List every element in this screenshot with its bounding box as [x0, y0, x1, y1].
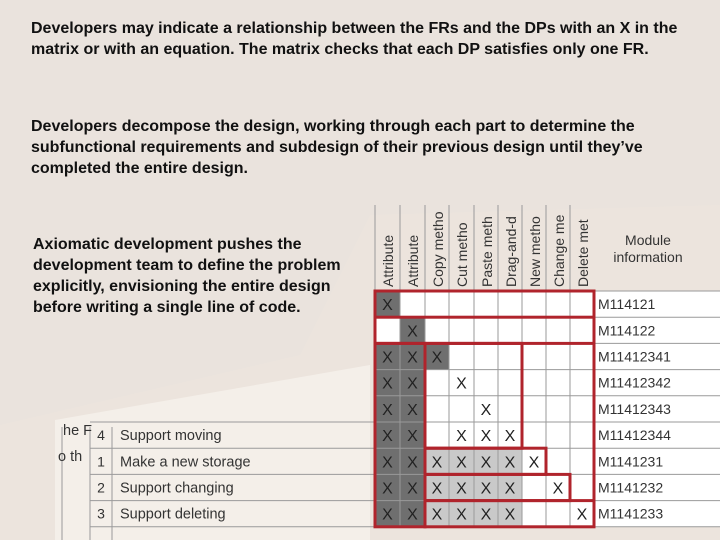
row-label: Support changing — [120, 480, 234, 497]
column-header: Paste meth — [479, 216, 495, 287]
x-mark: X — [431, 480, 443, 498]
row-label: Support deleting — [120, 506, 226, 523]
row-number: 2 — [97, 479, 105, 496]
column-header: Attribute — [380, 234, 396, 287]
module-id: M11412342 — [598, 374, 671, 391]
x-mark: X — [552, 480, 564, 498]
module-header-line-1: Module — [625, 232, 671, 248]
x-mark: X — [576, 506, 588, 524]
x-mark: X — [382, 480, 393, 498]
module-id: M114121 — [598, 296, 656, 313]
x-mark: X — [528, 454, 540, 472]
column-header: Copy metho — [430, 211, 446, 287]
x-mark: X — [456, 480, 467, 498]
row-number: 4 — [97, 427, 105, 444]
x-mark: X — [382, 454, 393, 472]
module-id: M1141233 — [598, 505, 664, 522]
column-header: Cut metho — [454, 222, 470, 287]
x-mark: X — [480, 480, 492, 498]
x-mark: X — [504, 480, 516, 498]
row-label: Support moving — [120, 428, 222, 445]
x-mark: X — [456, 375, 467, 393]
x-mark: X — [480, 454, 492, 472]
x-mark: X — [431, 349, 443, 367]
x-mark: X — [407, 506, 418, 524]
x-mark: X — [431, 454, 443, 472]
x-mark: X — [407, 375, 418, 393]
column-header: Change me — [551, 214, 567, 287]
x-mark: X — [456, 454, 467, 472]
row-number: 3 — [97, 505, 105, 522]
module-id: M114122 — [598, 322, 656, 339]
x-mark: X — [382, 428, 393, 446]
column-header: New metho — [527, 216, 543, 287]
x-mark: X — [431, 506, 443, 524]
row-number: 1 — [97, 453, 105, 470]
module-header-line-2: information — [613, 249, 683, 265]
paragraph-decompose-design: Developers decompose the design, working through each part to determine the subfunctional requirements and subdesign of their previous design until they’ve completed the entire design. — [31, 118, 643, 177]
paragraph-fr-dp-relationship: Developers may indicate a relationship between the FRs and the DPs with an X in the matrix or with an equation. The matrix checks that each DP satisfies only one FR. — [31, 20, 678, 58]
x-mark: X — [504, 454, 516, 472]
x-mark: X — [407, 349, 418, 367]
x-mark: X — [456, 506, 467, 524]
paragraph-axiomatic-development: Axiomatic development pushes the development team to define the problem explicitly, envisioning the entire design before writing a single line of code. — [33, 236, 341, 316]
x-mark: X — [504, 506, 516, 524]
x-mark: X — [407, 428, 418, 446]
x-mark: X — [382, 375, 393, 393]
row-label: Make a new storage — [120, 454, 251, 471]
x-mark: X — [407, 480, 418, 498]
module-id: M11412344 — [598, 427, 671, 444]
x-mark: X — [456, 428, 467, 446]
x-mark: X — [504, 428, 516, 446]
column-header: Delete met — [575, 219, 591, 287]
x-mark: X — [382, 506, 393, 524]
x-mark: X — [382, 349, 393, 367]
x-mark: X — [382, 297, 393, 315]
partial-label-2: o th — [58, 449, 83, 465]
column-header: Attribute — [405, 234, 421, 287]
module-id: M11412341 — [598, 348, 671, 365]
x-mark: X — [407, 454, 418, 472]
x-mark: X — [480, 428, 492, 446]
column-header: Drag-and-d — [503, 216, 519, 287]
module-id: M11412343 — [598, 400, 671, 417]
module-id: M1141232 — [598, 479, 664, 496]
x-mark: X — [407, 401, 418, 419]
x-mark: X — [382, 401, 393, 419]
x-mark: X — [480, 401, 492, 419]
x-mark: X — [480, 506, 492, 524]
partial-label-1: he F — [63, 423, 93, 439]
module-id: M1141231 — [598, 453, 664, 470]
x-mark: X — [407, 323, 418, 341]
